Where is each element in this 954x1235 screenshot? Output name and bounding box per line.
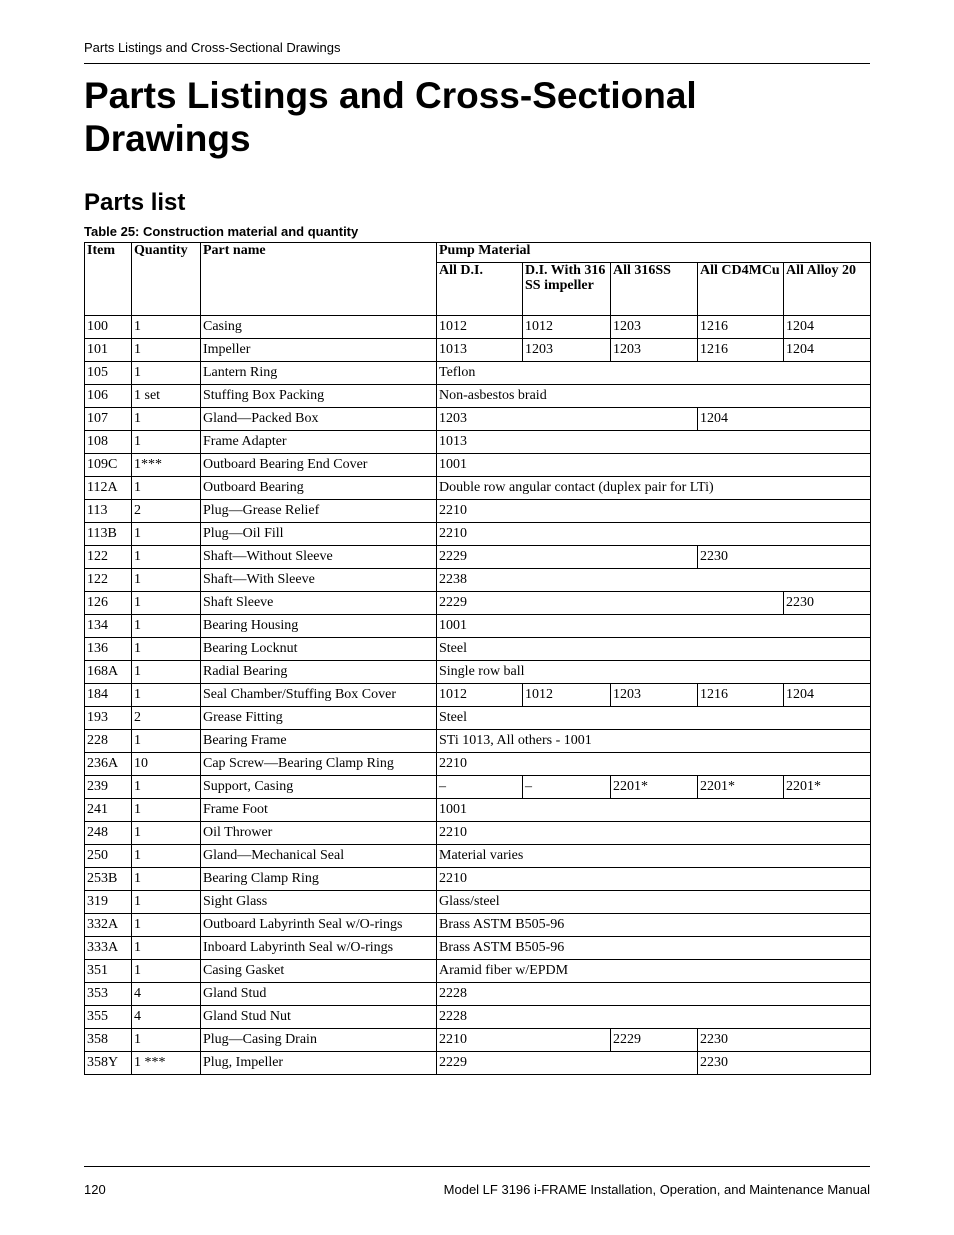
table-row xyxy=(85,408,871,431)
table-row xyxy=(85,822,871,845)
table-row xyxy=(85,638,871,661)
parts-table xyxy=(84,242,871,1075)
cell-item: 253B xyxy=(85,868,132,891)
page-number: 120 xyxy=(84,1182,106,1197)
cell-item: 358Y xyxy=(85,1052,132,1075)
cell-material: 1013 xyxy=(437,339,523,362)
cell-material: 2201* xyxy=(698,776,784,799)
cell-part-name: Oil Thrower xyxy=(201,822,437,845)
table-row xyxy=(85,661,871,684)
cell-quantity: 1 xyxy=(132,891,201,914)
cell-part-name: Casing xyxy=(201,316,437,339)
cell-material: 2230 xyxy=(698,546,871,569)
cell-item: 101 xyxy=(85,339,132,362)
cell-material: 1203 xyxy=(437,408,698,431)
cell-quantity: 1 *** xyxy=(132,1052,201,1075)
cell-part-name: Bearing Locknut xyxy=(201,638,437,661)
table-row xyxy=(85,753,871,776)
cell-part-name: Frame Foot xyxy=(201,799,437,822)
cell-item: 168A xyxy=(85,661,132,684)
cell-part-name: Plug—Grease Relief xyxy=(201,500,437,523)
cell-part-name: Radial Bearing xyxy=(201,661,437,684)
cell-item: 248 xyxy=(85,822,132,845)
table-row xyxy=(85,523,871,546)
cell-material: Teflon xyxy=(437,362,871,385)
table-row xyxy=(85,891,871,914)
cell-quantity: 1 xyxy=(132,845,201,868)
cell-part-name: Gland—Mechanical Seal xyxy=(201,845,437,868)
cell-material: 1203 xyxy=(611,684,698,707)
cell-material: 1001 xyxy=(437,799,871,822)
table-row xyxy=(85,1006,871,1029)
header-rule xyxy=(84,63,870,64)
cell-material: 1012 xyxy=(523,684,611,707)
cell-part-name: Plug—Casing Drain xyxy=(201,1029,437,1052)
cell-part-name: Plug—Oil Fill xyxy=(201,523,437,546)
cell-material: – xyxy=(437,776,523,799)
cell-material: 1216 xyxy=(698,316,784,339)
cell-material: Aramid fiber w/EPDM xyxy=(437,960,871,983)
cell-material: Material varies xyxy=(437,845,871,868)
table-row xyxy=(85,500,871,523)
cell-material: 2201* xyxy=(611,776,698,799)
cell-part-name: Bearing Housing xyxy=(201,615,437,638)
cell-quantity: 1 xyxy=(132,615,201,638)
table-row xyxy=(85,546,871,569)
cell-quantity: 1 xyxy=(132,362,201,385)
cell-part-name: Bearing Frame xyxy=(201,730,437,753)
cell-material: Brass ASTM B505-96 xyxy=(437,914,871,937)
cell-material: 2238 xyxy=(437,569,871,592)
table-row xyxy=(85,615,871,638)
cell-material: 2210 xyxy=(437,868,871,891)
cell-item: 107 xyxy=(85,408,132,431)
header-material-316ss: All 316SS xyxy=(611,263,698,316)
header-material-di: All D.I. xyxy=(437,263,523,316)
cell-item: 100 xyxy=(85,316,132,339)
cell-item: 126 xyxy=(85,592,132,615)
cell-part-name: Casing Gasket xyxy=(201,960,437,983)
footer-rule xyxy=(84,1166,870,1167)
cell-material: 1203 xyxy=(523,339,611,362)
cell-part-name: Impeller xyxy=(201,339,437,362)
cell-material: 1012 xyxy=(437,684,523,707)
cell-material: Steel xyxy=(437,638,871,661)
cell-quantity: 1 xyxy=(132,661,201,684)
cell-material: 1204 xyxy=(698,408,871,431)
cell-quantity: 1 xyxy=(132,776,201,799)
table-row xyxy=(85,845,871,868)
cell-quantity: 1 xyxy=(132,523,201,546)
cell-material: 2228 xyxy=(437,983,871,1006)
cell-part-name: Gland Stud Nut xyxy=(201,1006,437,1029)
cell-part-name: Bearing Clamp Ring xyxy=(201,868,437,891)
table-row xyxy=(85,592,871,615)
cell-material: 2210 xyxy=(437,822,871,845)
parts-table-body xyxy=(85,316,871,1075)
cell-part-name: Support, Casing xyxy=(201,776,437,799)
cell-part-name: Gland Stud xyxy=(201,983,437,1006)
cell-part-name: Outboard Bearing End Cover xyxy=(201,454,437,477)
cell-quantity: 1 xyxy=(132,960,201,983)
cell-item: 236A xyxy=(85,753,132,776)
cell-part-name: Grease Fitting xyxy=(201,707,437,730)
table-row xyxy=(85,730,871,753)
cell-material: 2210 xyxy=(437,523,871,546)
header-pump-material: Pump Material xyxy=(437,243,871,263)
table-row xyxy=(85,868,871,891)
cell-quantity: 1 xyxy=(132,431,201,454)
cell-quantity: 1 xyxy=(132,569,201,592)
cell-material: Single row ball xyxy=(437,661,871,684)
cell-item: 333A xyxy=(85,937,132,960)
cell-material: 1203 xyxy=(611,316,698,339)
cell-material: 1216 xyxy=(698,684,784,707)
cell-quantity: 1 xyxy=(132,822,201,845)
cell-material: 1204 xyxy=(784,339,871,362)
cell-part-name: Outboard Bearing xyxy=(201,477,437,500)
cell-part-name: Plug, Impeller xyxy=(201,1052,437,1075)
cell-item: 122 xyxy=(85,569,132,592)
cell-item: 358 xyxy=(85,1029,132,1052)
table-caption: Table 25: Construction material and quantity xyxy=(84,224,359,239)
cell-quantity: 1 xyxy=(132,477,201,500)
cell-item: 353 xyxy=(85,983,132,1006)
cell-quantity: 1 xyxy=(132,592,201,615)
page-title: Parts Listings and Cross-Sectional Drawings xyxy=(84,75,697,159)
cell-material: 1001 xyxy=(437,615,871,638)
header-material-di-316ss: D.I. With 316 SS impeller xyxy=(523,263,611,316)
cell-material: 2210 xyxy=(437,1029,611,1052)
table-row xyxy=(85,339,871,362)
cell-material: 1013 xyxy=(437,431,871,454)
table-row xyxy=(85,937,871,960)
table-row xyxy=(85,914,871,937)
cell-item: 250 xyxy=(85,845,132,868)
cell-quantity: 1 xyxy=(132,684,201,707)
cell-item: 184 xyxy=(85,684,132,707)
cell-item: 134 xyxy=(85,615,132,638)
cell-quantity: 4 xyxy=(132,983,201,1006)
table-row xyxy=(85,1052,871,1075)
cell-quantity: 10 xyxy=(132,753,201,776)
cell-material: STi 1013, All others - 1001 xyxy=(437,730,871,753)
table-row xyxy=(85,431,871,454)
table-row xyxy=(85,776,871,799)
cell-part-name: Sight Glass xyxy=(201,891,437,914)
cell-material: 2229 xyxy=(437,546,698,569)
cell-quantity: 1 xyxy=(132,546,201,569)
cell-material: Non-asbestos braid xyxy=(437,385,871,408)
cell-part-name: Gland—Packed Box xyxy=(201,408,437,431)
table-row xyxy=(85,385,871,408)
cell-material: 2230 xyxy=(698,1029,871,1052)
table-row xyxy=(85,960,871,983)
header-material-alloy20: All Alloy 20 xyxy=(784,263,871,316)
table-row xyxy=(85,1029,871,1052)
section-title: Parts list xyxy=(84,189,186,216)
cell-item: 105 xyxy=(85,362,132,385)
table-row xyxy=(85,983,871,1006)
cell-quantity: 1 xyxy=(132,868,201,891)
cell-quantity: 1 xyxy=(132,937,201,960)
cell-material: 2229 xyxy=(437,592,784,615)
cell-quantity: 1 xyxy=(132,408,201,431)
cell-material: 2210 xyxy=(437,753,871,776)
cell-item: 193 xyxy=(85,707,132,730)
cell-material: Double row angular contact (duplex pair for LTi) xyxy=(437,477,871,500)
cell-part-name: Shaft—Without Sleeve xyxy=(201,546,437,569)
cell-quantity: 1 xyxy=(132,730,201,753)
table-row xyxy=(85,362,871,385)
cell-quantity: 1 xyxy=(132,339,201,362)
table-row xyxy=(85,316,871,339)
cell-material: 2229 xyxy=(611,1029,698,1052)
cell-quantity: 1 xyxy=(132,799,201,822)
cell-part-name: Cap Screw—Bearing Clamp Ring xyxy=(201,753,437,776)
cell-quantity: 2 xyxy=(132,707,201,730)
header-material-cd4mcu: All CD4MCu xyxy=(698,263,784,316)
cell-material: 1203 xyxy=(611,339,698,362)
cell-part-name: Stuffing Box Packing xyxy=(201,385,437,408)
cell-material: 1204 xyxy=(784,684,871,707)
cell-material: 1001 xyxy=(437,454,871,477)
cell-item: 113B xyxy=(85,523,132,546)
cell-material: Brass ASTM B505-96 xyxy=(437,937,871,960)
table-row xyxy=(85,684,871,707)
table-row xyxy=(85,569,871,592)
cell-material: 1012 xyxy=(437,316,523,339)
table-row xyxy=(85,454,871,477)
cell-item: 112A xyxy=(85,477,132,500)
cell-item: 108 xyxy=(85,431,132,454)
cell-material: 2228 xyxy=(437,1006,871,1029)
header-part-name: Part name xyxy=(201,243,437,316)
cell-quantity: 1 xyxy=(132,316,201,339)
cell-item: 136 xyxy=(85,638,132,661)
cell-item: 109C xyxy=(85,454,132,477)
cell-item: 122 xyxy=(85,546,132,569)
cell-quantity: 1 xyxy=(132,914,201,937)
table-row xyxy=(85,707,871,730)
cell-material: 1216 xyxy=(698,339,784,362)
cell-item: 332A xyxy=(85,914,132,937)
cell-quantity: 4 xyxy=(132,1006,201,1029)
cell-quantity: 1 xyxy=(132,638,201,661)
cell-part-name: Outboard Labyrinth Seal w/O-rings xyxy=(201,914,437,937)
cell-item: 239 xyxy=(85,776,132,799)
cell-material: 1204 xyxy=(784,316,871,339)
header-quantity: Quantity xyxy=(132,243,201,316)
cell-item: 228 xyxy=(85,730,132,753)
cell-material: 2210 xyxy=(437,500,871,523)
cell-part-name: Lantern Ring xyxy=(201,362,437,385)
cell-material: 2230 xyxy=(698,1052,871,1075)
cell-material: Steel xyxy=(437,707,871,730)
cell-part-name: Frame Adapter xyxy=(201,431,437,454)
cell-material: Glass/steel xyxy=(437,891,871,914)
cell-part-name: Shaft Sleeve xyxy=(201,592,437,615)
cell-quantity: 1*** xyxy=(132,454,201,477)
cell-part-name: Seal Chamber/Stuffing Box Cover xyxy=(201,684,437,707)
cell-quantity: 1 set xyxy=(132,385,201,408)
cell-item: 351 xyxy=(85,960,132,983)
table-row xyxy=(85,477,871,500)
cell-material: 1012 xyxy=(523,316,611,339)
table-row xyxy=(85,799,871,822)
cell-material: 2201* xyxy=(784,776,871,799)
running-header: Parts Listings and Cross-Sectional Drawings xyxy=(84,40,341,55)
cell-part-name: Inboard Labyrinth Seal w/O-rings xyxy=(201,937,437,960)
cell-quantity: 1 xyxy=(132,1029,201,1052)
cell-item: 113 xyxy=(85,500,132,523)
cell-quantity: 2 xyxy=(132,500,201,523)
cell-material: 2230 xyxy=(784,592,871,615)
cell-item: 319 xyxy=(85,891,132,914)
cell-item: 106 xyxy=(85,385,132,408)
cell-material: 2229 xyxy=(437,1052,698,1075)
cell-part-name: Shaft—With Sleeve xyxy=(201,569,437,592)
cell-item: 355 xyxy=(85,1006,132,1029)
cell-material: – xyxy=(523,776,611,799)
footer-manual-title: Model LF 3196 i-FRAME Installation, Operation, and Maintenance Manual xyxy=(443,1182,870,1197)
header-item: Item xyxy=(85,243,132,316)
cell-item: 241 xyxy=(85,799,132,822)
